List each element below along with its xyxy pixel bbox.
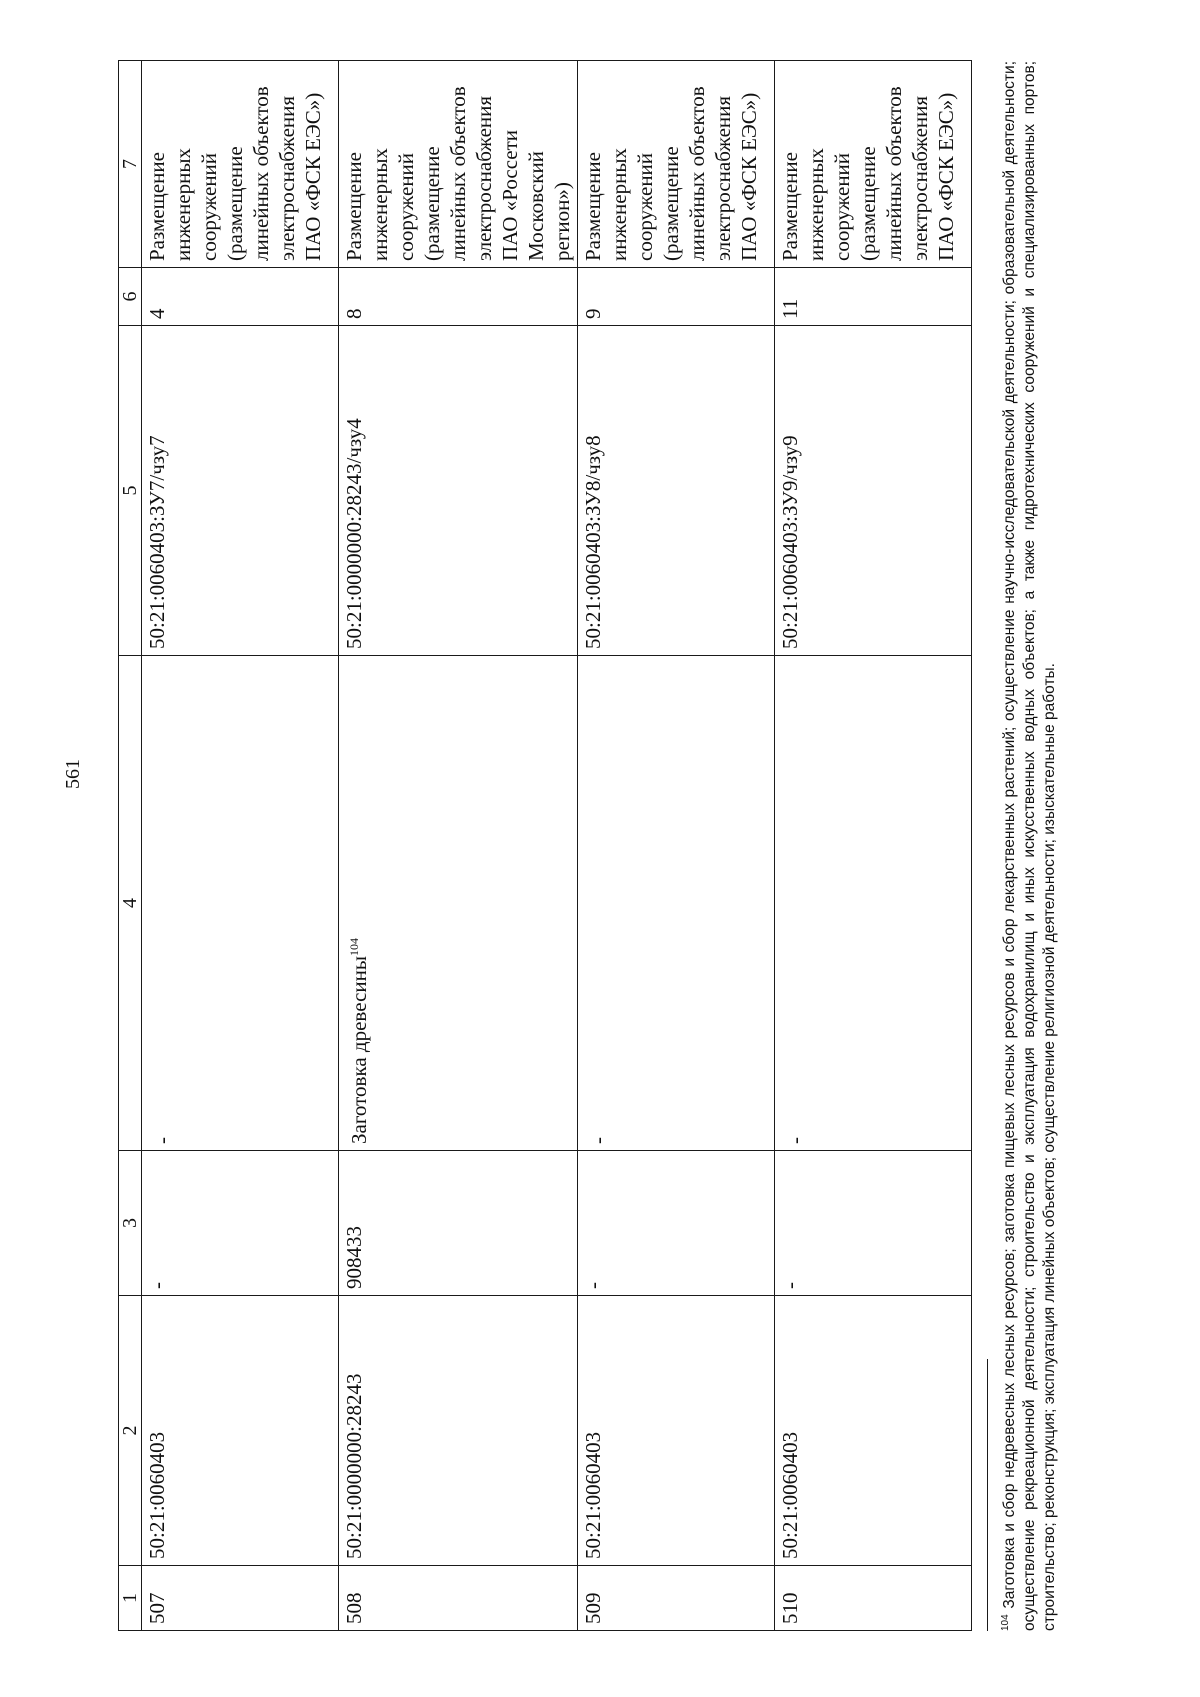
- column-header: 6: [119, 268, 142, 326]
- footnote-ref: 104: [347, 938, 361, 957]
- cadastral-quarter: 50:21:0060403: [142, 1296, 339, 1566]
- cadastral-quarter: 50:21:0000000:28243: [339, 1296, 578, 1566]
- row-number: 507: [142, 1566, 339, 1631]
- table-row: [339, 61, 578, 1631]
- page-number: 561: [62, 759, 84, 789]
- table-row: [142, 61, 339, 1631]
- column-header: 5: [119, 326, 142, 656]
- permitted-use: [339, 656, 578, 1151]
- column-header: 7: [119, 61, 142, 268]
- permitted-use: [142, 656, 339, 1151]
- column-6-value: 9: [578, 268, 775, 326]
- purpose-description: Размещение инженерных сооружений (размещение линейных объектов электроснабжения ПАО «ФСК ЕЭС»): [578, 61, 775, 268]
- plot-designation: 50:21:0060403:ЗУ9/чзу9: [775, 326, 972, 656]
- column-3-value: -: [775, 1151, 972, 1296]
- permitted-use: [578, 656, 775, 1151]
- permitted-use-text: -: [586, 1137, 610, 1144]
- row-number: 510: [775, 1566, 972, 1631]
- plot-designation: 50:21:0000000:28243/чзу4: [339, 326, 578, 656]
- permitted-use-text: -: [783, 1137, 807, 1144]
- row-number: 508: [339, 1566, 578, 1631]
- cadastral-quarter: 50:21:0060403: [775, 1296, 972, 1566]
- footnote: [996, 61, 1060, 1631]
- plot-designation: 50:21:0060403:ЗУ7/чзу7: [142, 326, 339, 656]
- column-6-value: 8: [339, 268, 578, 326]
- footnote-marker: 104: [1000, 1614, 1011, 1631]
- row-number: 509: [578, 1566, 775, 1631]
- land-plot-table: [118, 60, 972, 1631]
- purpose-description: Размещение инженерных сооружений (размещение линейных объектов электроснабжения ПАО «ФСК ЕЭС»): [142, 61, 339, 268]
- column-header: 2: [119, 1296, 142, 1566]
- column-header: 1: [119, 1566, 142, 1631]
- column-header: 3: [119, 1151, 142, 1296]
- column-6-value: 4: [142, 268, 339, 326]
- cadastral-quarter: 50:21:0060403: [578, 1296, 775, 1566]
- column-3-value: 908433: [339, 1151, 578, 1296]
- permitted-use-text: -: [150, 1137, 174, 1144]
- permitted-use-text: Заготовка древесины: [347, 956, 371, 1144]
- plot-designation: 50:21:0060403:ЗУ8/чзу8: [578, 326, 775, 656]
- column-header: 4: [119, 656, 142, 1151]
- table-row: [578, 61, 775, 1631]
- footnote-separator: [987, 1359, 988, 1631]
- table-header-row: [119, 61, 142, 1631]
- column-6-value: 11: [775, 268, 972, 326]
- column-3-value: -: [142, 1151, 339, 1296]
- table-row: [775, 61, 972, 1631]
- purpose-description: Размещение инженерных сооружений (размещение линейных объектов электроснабжения ПАО «ФСК ЕЭС»): [775, 61, 972, 268]
- purpose-description: Размещение инженерных сооружений (размещение линейных объектов электроснабжения ПАО «Россети Московский регион»): [339, 61, 578, 268]
- permitted-use: [775, 656, 972, 1151]
- column-3-value: -: [578, 1151, 775, 1296]
- footnote-text: Заготовка и сбор недревесных лесных ресурсов; заготовка пищевых лесных ресурсов и сбор лекарственных растений; осуществление научно-исследовательской деятельности; образовательной деятельности; осуществление рекреационной деятельности; строительство и эксплуатация водохранилищ и иных искусственных водных объектов; а также гидротехнических сооружений и специализированных портов; строительство; реконструкция; эксплуатация линейных объектов; осуществление религиозной деятельности; изыскательные работы.: [1001, 61, 1059, 1631]
